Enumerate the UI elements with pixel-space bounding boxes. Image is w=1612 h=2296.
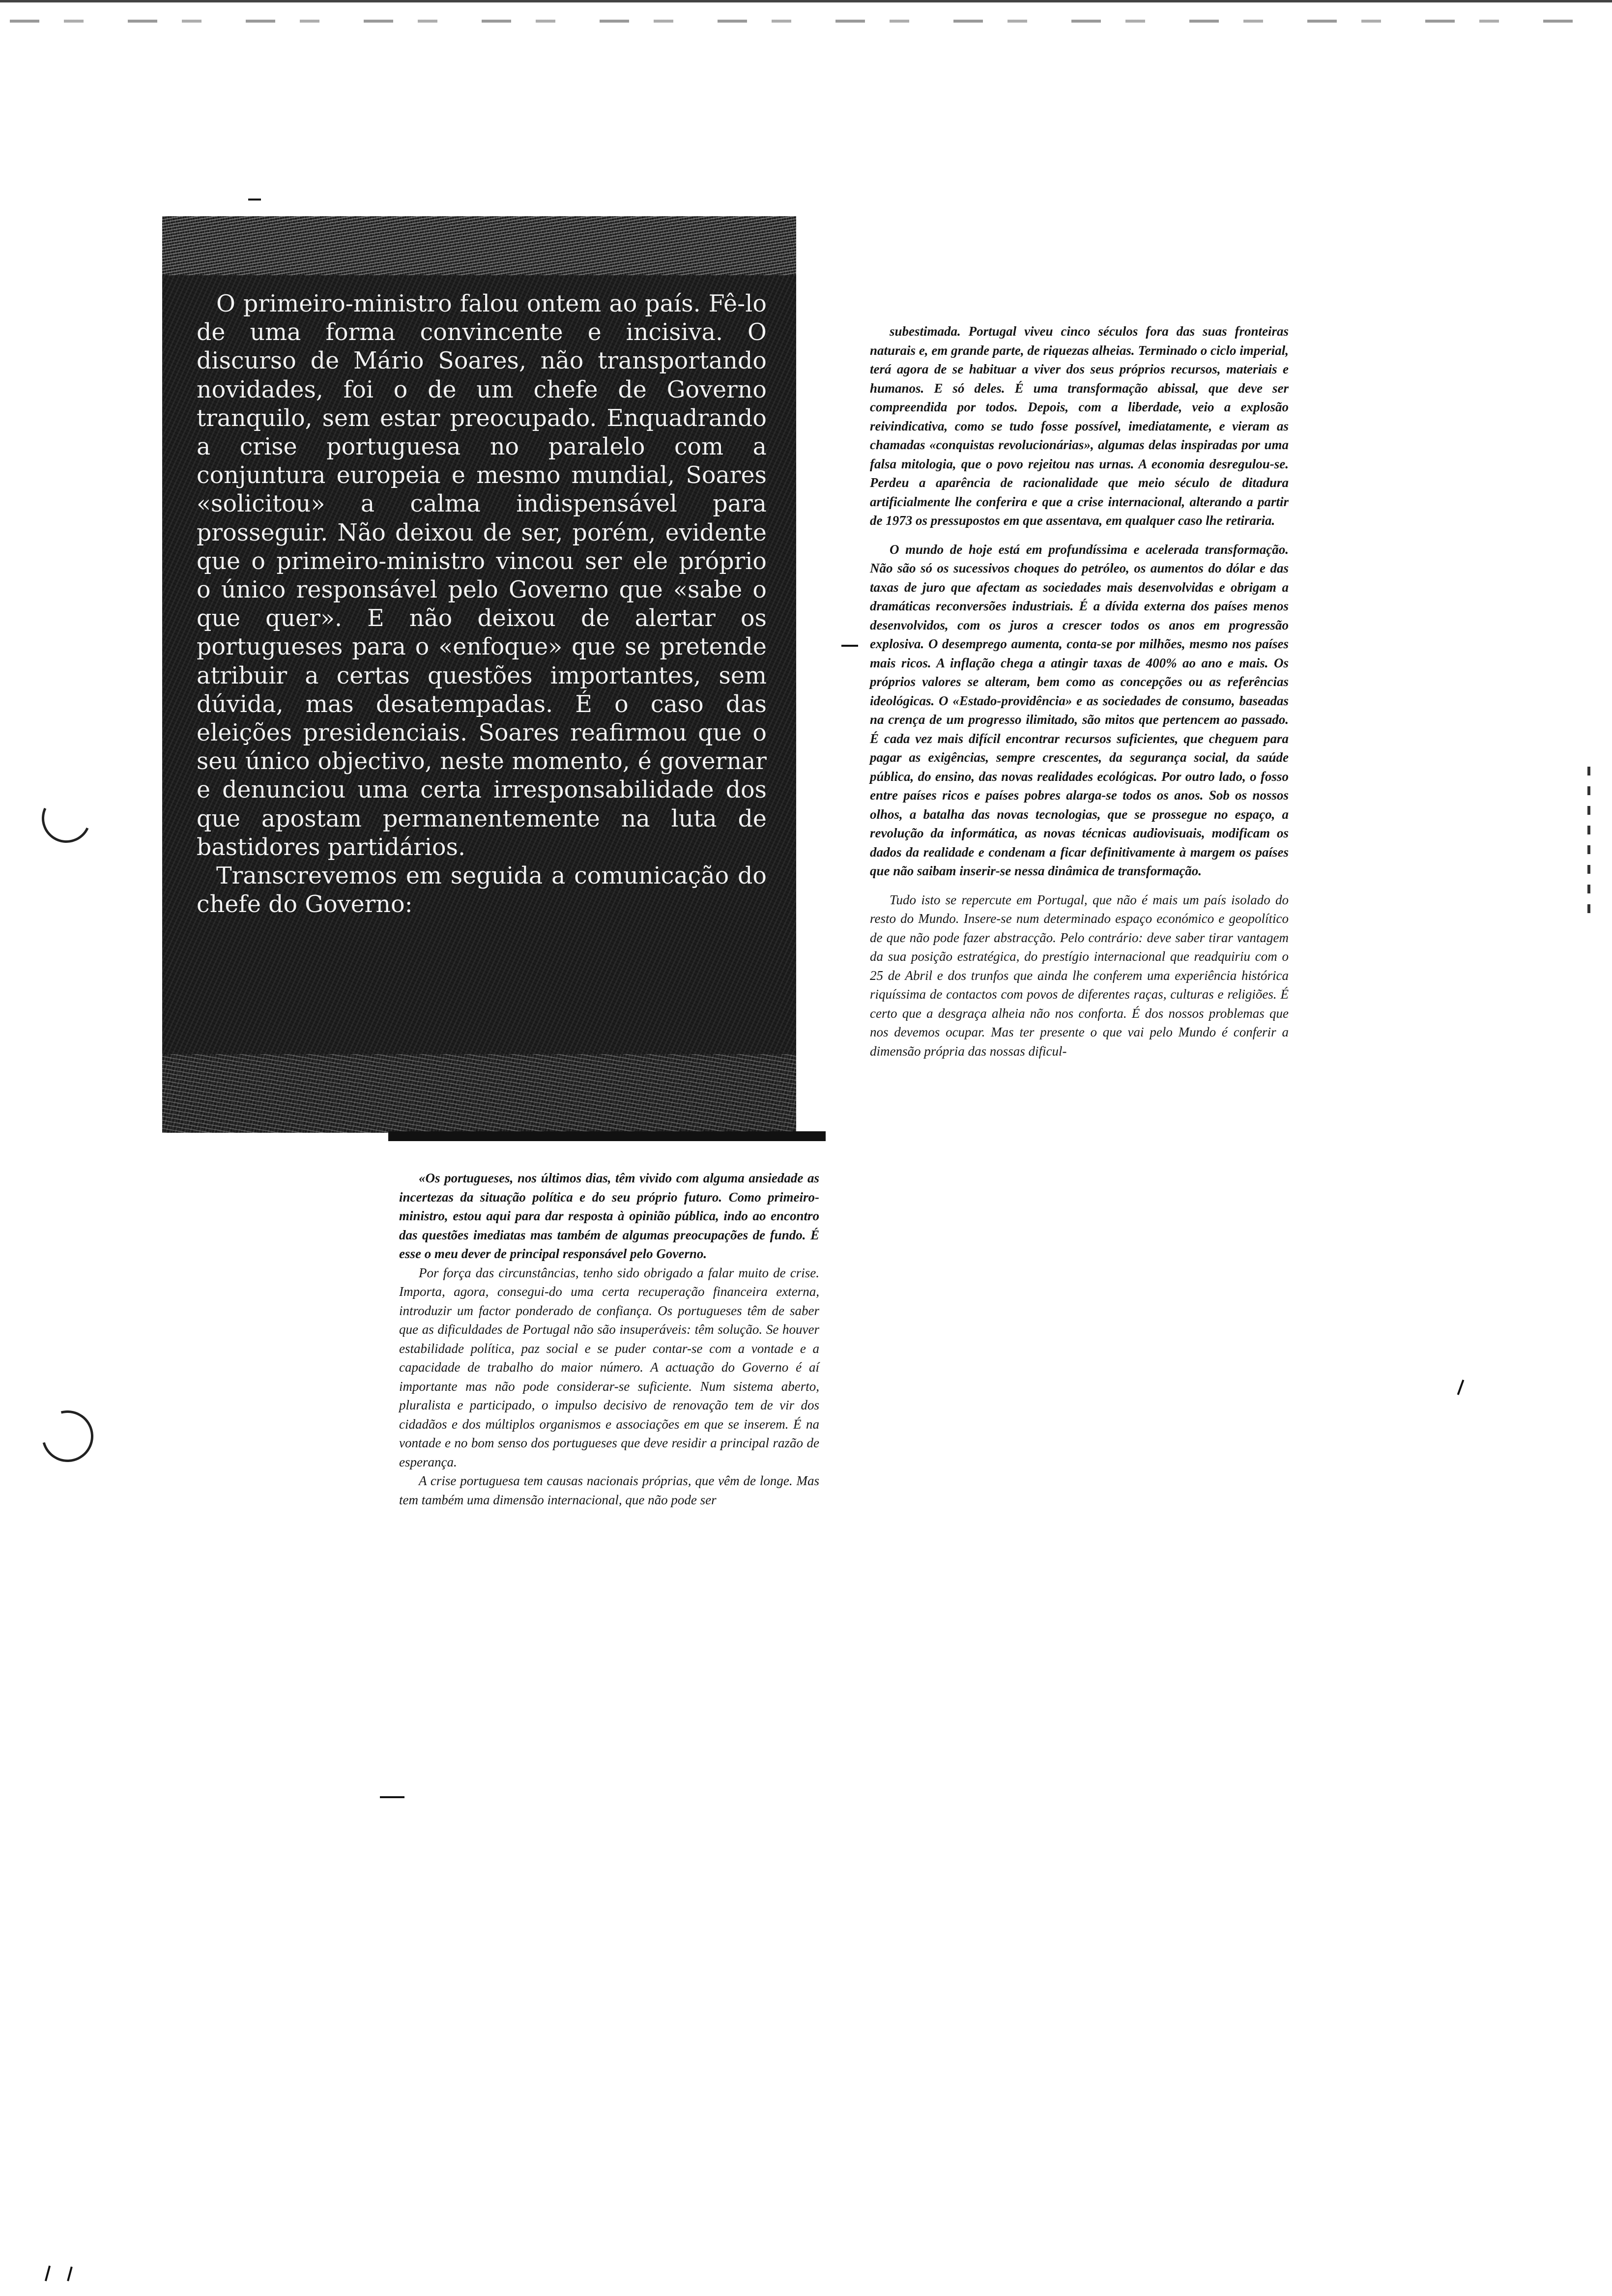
lead-paragraph-2: Transcrevemos em seguida a comunicação do chefe do Governo: (197, 862, 767, 918)
dash-mark-right (841, 645, 858, 647)
dash-mark-top (248, 199, 261, 201)
margin-scan-dashes (1587, 767, 1590, 914)
left-paragraph-3: A crise portuguesa tem causas nacionais próprias, que vêm de longe. Mas tem também uma dimensão internacional, que não pode ser (399, 1473, 819, 1507)
right-column (870, 322, 1289, 1061)
lead-paragraph-1: O primeiro-ministro falou ontem ao país. Fê-lo de uma forma convincente e incisiva. O discurso de Mário Soares, não transportando novidades, foi o de um chefe de Governo tranquilo, sem estar preocupado. Enquadrando a crise portuguesa no paralelo com a conjuntura europeia e mesmo mundial, Soares «solicitou» a calma indispensável para prosseguir. Não deixou de ser, porém, evidente que o primeiro-ministro vincou ser ele próprio o único responsável pelo Governo que «sabe o que quer». E não deixou de alertar os portugueses para o «enfoque» que se pretende atribuir a certas questões importantes, sem dúvida, mas desatempadas. É o caso das eleições presidenciais. Soares reafirmou que o seu único objectivo, neste momento, é governar e denunciou uma certa irresponsabilidade dos que apostam permanentemente na luta de bastidores partidários. (197, 290, 767, 861)
right-paragraph-1: subestimada. Portugal viveu cinco séculos fora das suas fronteiras naturais e, em grande parte, de riquezas alheias. Terminado o ciclo imperial, terá agora de se habituar a viver dos seus próprios recursos, materiais e humanos. E só deles. É uma transformação abissal, que deve ser compreendida por todos. Depois, com a liberdade, veio a explosão reivindicativa, como se tudo fosse possível, imediatamente, e vieram as chamadas «conquistas revolucionárias», algumas delas inspiradas por uma falsa mitologia, que o povo rejeitou nas urnas. A economia desregulou-se. Perdeu a aparência de racionalidade que meio século de ditadura artificialmente lhe conferira e que a crise internacional, alterando a partir de 1973 os pressupostos em que assentava, em qualquer caso lhe retiraria. (870, 324, 1289, 528)
section-rule (388, 1131, 826, 1141)
left-column (399, 1169, 819, 1509)
lead-box-texture-top (162, 216, 796, 275)
tick-mark-bottom-2 (67, 2267, 73, 2281)
right-paragraph-2: O mundo de hoje está em profundíssima e acelerada transformação. Não são só os sucessivos choques do petróleo, os aumentos do dólar e das taxas de juro que afectam as sociedades mais desenvolvidas e obrigam a dramáticas reconversões industriais. É a dívida externa dos países menos desenvolvidos, com os juros a crescer todos os anos em progressão explosiva. O desemprego aumenta, conta-se por milhões, mesmo nos países mais ricos. A inflação chega a atingir taxas de 400% ao ano e mais. Os próprios valores se alteram, bem como as concepções ou as referências ideológicas. O «Estado-providência» e as sociedades de consumo, baseadas na crença de um progresso ilimitado, são mitos que pertencem ao passado. É cada vez mais difícil encontrar recursos suficientes, que cheguem para pagar as exigências, sempre crescentes, da segurança social, da saúde pública, do ensino, das novas realidades ecológicas. Por outro lado, o fosso entre países ricos e países pobres alarga-se todos os anos. Sob os nossos olhos, a batalha das novas tecnologias, que se prossegue no espaço, a revolução da informática, as novas técnicas audiovisuais, modificam os dados da realidade e condenam a ficar definitivamente à margem os países que não saibam inserir-se nessa dinâmica de transformação. (870, 542, 1289, 878)
lead-text (197, 290, 767, 919)
right-paragraph-3: Tudo isto se repercute em Portugal, que não é mais um país isolado do resto do Mundo. Insere-se num determinado espaço económico e geopolítico de que não pode fazer abstracção. Pelo contrário: deve saber tirar vantagem da sua posição estratégica, do prestígio internacional que readquiriu com o 25 de Abril e dos trunfos que ainda lhe conferem uma experiência histórica riquíssima de contactos com povos de diferentes raças, culturas e religiões. É certo que a desgraça alheia não nos conforta. É dos nossos problemas que nos devemos ocupar. Mas ter presente o que vai pelo Mundo é conferir a dimensão própria das nossas dificul- (870, 892, 1289, 1059)
lead-box (162, 216, 796, 1133)
left-paragraph-1: «Os portugueses, nos últimos dias, têm vivido com alguma ansiedade as incertezas da situação política e do seu próprio futuro. Como primeiro-ministro, estou aqui para dar resposta à opinião pública, indo ao encontro das questões imediatas mas também de algumas preocupações de fundo. É esse o meu dever de principal responsável pelo Governo. (399, 1171, 819, 1261)
binder-hole-arc-1 (35, 787, 98, 850)
left-paragraph-2: Por força das circunstâncias, tenho sido obrigado a falar muito de crise. Importa, agora, consegui-do uma certa recuperação financeira externa, introduzir um factor ponderado de confiança. Os portugueses têm de saber que as dificuldades de Portugal não são insuperáveis: têm solução. Se houver estabilidade política, paz social e se puder contar-se com a vontade e a capacidade de trabalho do maior número. A actuação do Governo é aí importante mas não pode considerar-se suficiente. Num sistema aberto, pluralista e participado, o impulso decisivo de renovação tem de vir dos cidadãos e dos múltiplos organismos e associações em que se inserem. É na vontade e no bom senso dos portugueses que deve residir a principal razão de esperança. (399, 1265, 819, 1469)
tick-mark-bottom-1 (45, 2266, 51, 2281)
dash-mark-margin (1457, 1379, 1465, 1395)
scan-top-edge (0, 0, 1612, 20)
lead-box-texture-bottom (162, 1054, 796, 1133)
dash-mark-left-bottom (380, 1796, 404, 1798)
binder-hole-arc-2 (32, 1401, 103, 1471)
